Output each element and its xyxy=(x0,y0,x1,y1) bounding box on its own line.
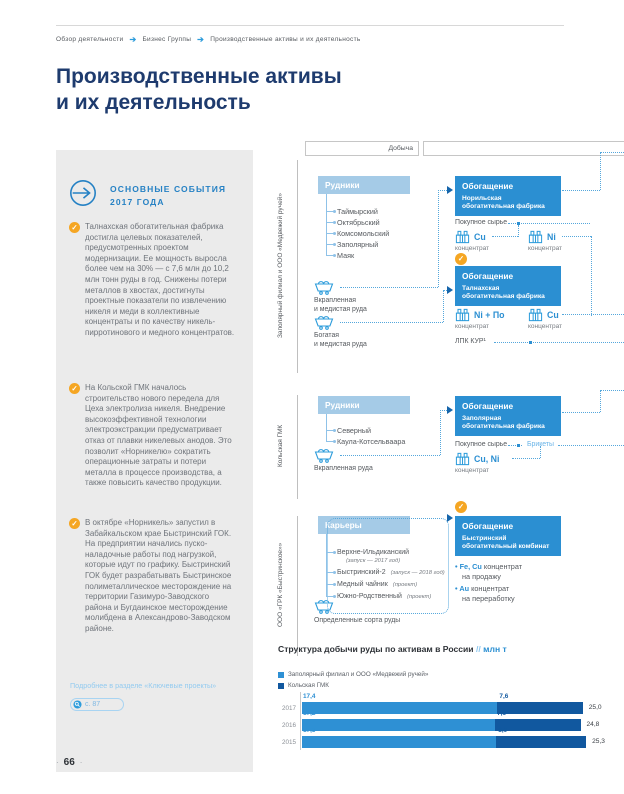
ore-flow-label: Вкрапленная руда xyxy=(314,465,373,472)
dotted-connector xyxy=(340,287,438,288)
plant-stage: Обогащение xyxy=(462,521,514,531)
output-metal: Cu, Ni xyxy=(474,454,500,464)
output-type: концентрат xyxy=(455,245,490,252)
output-metal: Fe, Cu xyxy=(459,562,482,571)
mines-header: Рудники xyxy=(318,176,410,194)
concentrate-bin-icon xyxy=(455,452,470,466)
dotted-connector xyxy=(591,236,592,316)
chart-axis-line xyxy=(300,692,301,750)
page-number-value: 66 xyxy=(63,757,75,768)
stage-box-mining: Добыча xyxy=(305,141,419,156)
key-event-text: В октябре «Норникель» запустил в Забайкальском крае Быстринский ГОК. На предприятии начались пуско-наладочные работы под нагрузкой, которые идут по графику. Быстринский ГОК будет разрабатывать Быстринское полиметаллическое месторождение на территории Газимуро-Заводского района и Бугдаинское месторождение молибдена в Александрово-Заводском районе. xyxy=(85,518,232,633)
check-icon: ✓ xyxy=(455,501,467,513)
mine-name: Каула-Котсельваара xyxy=(337,437,406,446)
dotted-connector xyxy=(518,225,519,237)
check-icon: ✓ xyxy=(69,518,80,529)
pit-name: Верхне-Ильдиканский xyxy=(337,549,410,556)
stacked-bar xyxy=(302,719,594,731)
group-bracket-line xyxy=(297,160,298,373)
mine-item xyxy=(326,426,371,435)
input-label: Покупное сырье xyxy=(455,219,508,226)
page-ref-label: с. 87 xyxy=(85,701,101,708)
legend-swatch xyxy=(278,672,284,678)
plant-output-line2: на продажу xyxy=(462,572,501,581)
dotted-connector xyxy=(562,314,624,315)
key-events-sidebar xyxy=(56,150,253,772)
plant-output-line2: на переработку xyxy=(462,594,515,603)
bar-segment-kola xyxy=(497,702,582,714)
pit-item xyxy=(326,569,445,576)
chart-year-label: 2015 xyxy=(281,739,296,746)
legend-label: Заполярный филиал и ООО «Медвежий ручей» xyxy=(288,671,429,678)
breadcrumb-arrow-icon: ➔ xyxy=(129,35,137,44)
chart-bar-row xyxy=(302,693,602,714)
ore-cart-icon xyxy=(314,314,334,330)
chart-unit-separator: // xyxy=(475,644,481,654)
bar-value-label: 17,3 xyxy=(303,727,316,734)
concentrate-bin-icon xyxy=(455,230,470,244)
plant-box-norilsk-concentrator xyxy=(455,176,561,216)
key-event-item xyxy=(69,518,241,635)
plant-name-line2: обогатительный комбинат xyxy=(462,543,550,550)
mine-item xyxy=(326,437,405,446)
ore-flow-line2: и медистая руда xyxy=(314,305,367,313)
concentrate-bin-icon xyxy=(455,308,470,322)
ore-flow-label xyxy=(314,297,367,314)
dotted-connector xyxy=(600,390,624,391)
group-bracket-line xyxy=(297,516,298,656)
bar-value-label: 8,0 xyxy=(498,727,508,734)
plant-output xyxy=(455,562,522,571)
plant-name xyxy=(462,415,561,431)
check-icon: ✓ xyxy=(455,253,467,265)
key-event-item xyxy=(69,383,241,489)
plant-name-line1: Быстринский xyxy=(462,535,507,542)
bar-segment-polar xyxy=(302,719,495,731)
mine-name: Таймырский xyxy=(337,207,378,216)
plant-name xyxy=(462,535,561,551)
dotted-connector xyxy=(340,322,443,323)
pit-note-text: (проект) xyxy=(392,581,418,588)
dotted-connector xyxy=(562,190,600,191)
output-type: концентрат xyxy=(471,584,510,593)
mine-name: Заполярный xyxy=(337,240,379,249)
dotted-connector xyxy=(494,342,624,343)
breadcrumb xyxy=(56,35,361,44)
mine-name: Октябрьский xyxy=(337,218,380,227)
plant-output xyxy=(455,584,509,593)
legend-item xyxy=(278,671,428,678)
plant-name xyxy=(462,285,561,301)
plant-name xyxy=(462,195,561,211)
output-metal: Ni xyxy=(547,232,556,242)
dotted-connector xyxy=(600,152,624,153)
mine-item xyxy=(326,251,354,260)
plant-name-line2: обогатительная фабрика xyxy=(462,293,545,300)
sidebar-heading-line2: 2017 ГОДА xyxy=(110,197,165,207)
stacked-bar xyxy=(302,702,594,714)
pit-note-text: (запуск — 2018 год) xyxy=(390,569,445,576)
key-event-text: Талнахская обогатительная фабрика достигла целевых показателей, предусмотренных проектом модернизации. Ее мощность выросла более чем на 30% — с 7,6 млн до 10,2 млн тонн руды в год. Снижены потери металлов в хвостах, достигнуты проектные показатели по извлечению никеля и меди в коллективные концентраты и по качеству никель-пирротинового и медного концентратов. xyxy=(85,222,235,337)
output-metal: Cu xyxy=(547,310,559,320)
more-info-link[interactable]: Подробнее в разделе «Ключевые проекты» xyxy=(70,681,217,690)
tree-tick xyxy=(326,552,334,553)
page-title-line1: Производственные активы xyxy=(56,65,342,88)
plant-box-bystrinsky-plant xyxy=(455,516,561,556)
page-number xyxy=(56,757,82,768)
dotted-connector xyxy=(558,445,624,446)
bar-segment-kola xyxy=(495,719,580,731)
dotted-connector xyxy=(508,223,590,224)
mine-item xyxy=(326,218,380,227)
ore-cart-icon xyxy=(314,598,334,614)
breadcrumb-item-current: Производственные активы и их деятельность xyxy=(210,36,361,43)
top-divider xyxy=(56,25,564,26)
flow-arrow-icon xyxy=(447,514,453,522)
pit-name: Медный чайник xyxy=(337,581,388,588)
mine-item xyxy=(326,207,378,216)
pit-note-text: (проект) xyxy=(406,593,432,600)
chart-bar-row xyxy=(302,727,605,748)
bar-value-label: 17,4 xyxy=(303,693,316,700)
chart-unit: млн т xyxy=(483,644,507,654)
ore-flow-label xyxy=(314,332,367,349)
plant-box-talnakh-concentrator xyxy=(455,266,561,306)
bar-value-label: 7,6 xyxy=(499,693,509,700)
tree-tick xyxy=(326,430,334,431)
plant-name-line2: обогатительная фабрика xyxy=(462,423,545,430)
sidebar-heading xyxy=(110,183,226,209)
tree-tick xyxy=(326,222,334,223)
breadcrumb-item-business[interactable]: Бизнес Группы xyxy=(142,36,192,43)
sidebar-heading-line1: ОСНОВНЫЕ СОБЫТИЯ xyxy=(110,184,227,194)
tree-tick xyxy=(326,441,334,442)
group-label-kola-mmc: Кольская ГМК xyxy=(277,424,284,468)
bullet-dot: • xyxy=(455,562,460,571)
pit-name: Быстринский-2 xyxy=(337,569,386,576)
key-event-text: На Кольской ГМК началось строительство нового передела для Цеха электролиза никеля. Внедрение высокоэффективной технологии электроэкстракции предусматривает отказ от плавки никелевых анодов. Это позволит «Норникелю» сократить операционные затраты и потери металла в процессе производства, а также повысить качество продукции. xyxy=(85,383,232,488)
bar-segment-polar xyxy=(302,702,497,714)
tree-tick xyxy=(326,584,334,585)
pits-header: Карьеры xyxy=(318,516,410,534)
dotted-connector xyxy=(438,190,447,191)
output-type: концентрат xyxy=(528,245,563,252)
output-type: концентрат xyxy=(483,562,523,571)
ore-cart-icon xyxy=(314,279,334,295)
dotted-connector xyxy=(600,390,601,412)
dotted-connector xyxy=(492,236,518,237)
bar-segment-kola xyxy=(496,736,586,748)
chart-title xyxy=(278,644,507,654)
page-number-dot: · xyxy=(79,758,83,767)
concentrate-bin-icon xyxy=(528,230,543,244)
group-bracket-line xyxy=(297,395,298,499)
page-title-line2: и их деятельность xyxy=(56,91,251,114)
output-metal: Ni + По xyxy=(474,310,505,320)
ore-flow-line1: Вкрапленная xyxy=(314,297,357,304)
tree-tick xyxy=(326,572,334,573)
ore-flow-line1: Богатая xyxy=(314,332,340,339)
briquettes-label: Брикеты xyxy=(527,441,555,448)
check-icon: ✓ xyxy=(69,383,80,394)
page-title xyxy=(56,64,342,116)
output-type: концентрат xyxy=(528,323,563,330)
bar-value-label: 7,6 xyxy=(497,710,507,717)
junction-dot xyxy=(517,444,520,447)
junction-dot xyxy=(529,341,532,344)
output-type: концентрат xyxy=(455,323,490,330)
pit-item xyxy=(326,581,417,588)
page-number-dot: · xyxy=(56,758,59,767)
dotted-connector xyxy=(440,410,447,411)
dotted-connector xyxy=(512,458,540,459)
plant-name-line1: Заполярная xyxy=(462,415,502,422)
magnifier-icon xyxy=(73,700,82,709)
output-type: концентрат xyxy=(455,467,490,474)
check-icon: ✓ xyxy=(69,222,80,233)
legend-label: Кольская ГМК xyxy=(288,682,329,689)
mines-header: Рудники xyxy=(318,396,410,414)
pit-name: Южно-Родственный xyxy=(337,593,402,600)
group-label-polar-division: Заполярный филиал и ООО «Медвежий ручей» xyxy=(277,193,284,339)
circle-arrow-icon xyxy=(68,178,98,208)
concentrate-bin-icon xyxy=(528,308,543,322)
ore-flow-label: Определенные сорта руды xyxy=(314,617,401,624)
flow-arrow-icon xyxy=(447,286,453,294)
mine-name: Маяк xyxy=(337,251,355,260)
dotted-connector xyxy=(443,290,444,322)
ore-flow-line2: и медистая руда xyxy=(314,340,367,348)
bar-value-label: 17,2 xyxy=(303,710,316,717)
bar-total-label: 24,8 xyxy=(586,721,600,728)
mine-item xyxy=(326,240,378,249)
plant-stage: Обогащение xyxy=(462,271,514,281)
page-ref-badge[interactable] xyxy=(70,698,124,711)
chart-year-label: 2016 xyxy=(281,722,296,729)
tree-tick xyxy=(326,596,334,597)
mine-item xyxy=(326,229,389,238)
plant-stage: Обогащение xyxy=(462,401,514,411)
tree-tick xyxy=(326,233,334,234)
group-label-bystrinsky: ООО «ГРК «Быстринское»» xyxy=(277,542,284,628)
plant-box-zapolyarnaya-concentrator xyxy=(455,396,561,436)
bar-total-label: 25,3 xyxy=(592,738,605,745)
chart-year-label: 2017 xyxy=(281,705,296,712)
tree-tick xyxy=(326,211,334,212)
flow-arrow-icon xyxy=(447,406,453,414)
output-metal: Cu xyxy=(474,232,486,242)
breadcrumb-arrow-icon: ➔ xyxy=(197,35,205,44)
dotted-connector xyxy=(600,152,601,190)
dotted-connector xyxy=(438,190,439,287)
output-metal: Au xyxy=(459,584,470,593)
pit-item xyxy=(326,549,409,556)
legend-swatch xyxy=(278,683,284,689)
tree-tick xyxy=(326,244,334,245)
dotted-connector xyxy=(562,236,591,237)
dotted-connector xyxy=(562,412,600,413)
lpk-kur-label: ЛПК КУР¹ xyxy=(455,338,486,345)
breadcrumb-item-overview[interactable]: Обзор деятельности xyxy=(56,36,124,43)
stacked-bar xyxy=(302,736,594,748)
key-event-item xyxy=(69,222,241,339)
bar-segment-polar xyxy=(302,736,496,748)
dotted-connector xyxy=(340,455,440,456)
legend-item xyxy=(278,682,329,689)
mine-name: Северный xyxy=(337,426,372,435)
dotted-connector xyxy=(440,410,441,455)
plant-name-line1: Талнахская xyxy=(462,285,500,292)
mine-name: Комсомольский xyxy=(337,229,390,238)
flow-arrow-icon xyxy=(447,186,453,194)
pit-item xyxy=(326,593,431,600)
pit-note xyxy=(344,558,400,564)
stage-box-next xyxy=(423,141,624,156)
chart-bar-row xyxy=(302,710,600,731)
pit-note-text: (запуск — 2017 год) xyxy=(346,558,401,564)
input-label: Покупное сырье xyxy=(455,441,508,448)
chart-title-text: Структура добычи руды по активам в России xyxy=(278,644,474,654)
plant-name-line2: обогатительная фабрика xyxy=(462,203,545,210)
ore-cart-icon xyxy=(314,447,334,463)
dotted-connector xyxy=(540,446,541,458)
plant-stage: Обогащение xyxy=(462,181,514,191)
bullet-dot: • xyxy=(455,584,460,593)
plant-name-line1: Норильская xyxy=(462,195,502,202)
bar-total-label: 25,0 xyxy=(588,704,602,711)
tree-tick xyxy=(326,255,334,256)
